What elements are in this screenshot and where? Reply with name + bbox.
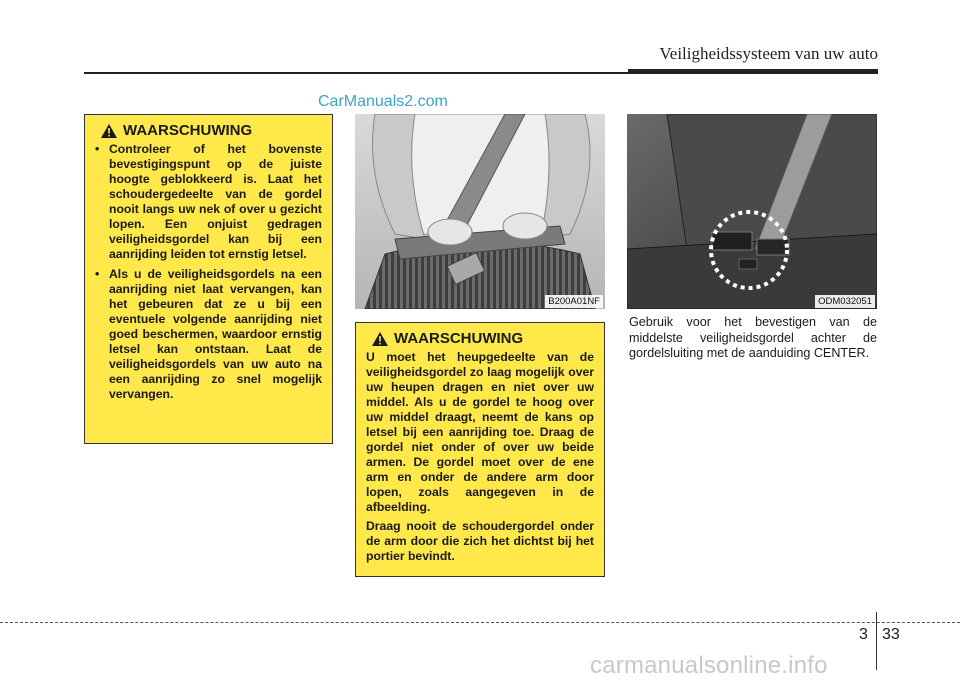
warning-paragraph: Draag nooit de schoudergordel onder de arm door die zich het dichtst bij het portier bevindt. [366, 519, 594, 563]
warning-bullet [95, 142, 322, 262]
bullet-dot: • [95, 267, 100, 281]
figure-center-buckle [627, 114, 877, 309]
lap-belt-illustration [355, 114, 605, 309]
bullet-dot: • [95, 142, 100, 156]
warning-heading-left [101, 123, 322, 138]
warning-bullet-text: Als u de veiligheidsgordels na een aanrijding niet laat vervangen, kan het gebeuren dat ze u bij een eventuele volgende aanrijding niet goed beschermen, waardoor ernstig letsel kan ontstaan. Laat de veiligheidsgordels van uw auto na een aanrijding zo snel mogelijk vervangen. [109, 267, 322, 401]
warning-box-left [84, 114, 333, 444]
warning-bullet-text: Controleer of het bovenste bevestigingspunt op de juiste hoogte geblokkeerd is. Laat het schoudergedeelte van de gordel nooit langs uw nek of over u gezicht lopen. Een onjuist gedragen veiligheidsgordel kan bij een aanrijding leiden tot ernstig letsel. [109, 142, 322, 261]
figure-label-left: B200A01NF [545, 295, 603, 308]
warning-title-center: WAARSCHUWING [394, 330, 524, 347]
warning-paragraph: U moet het heupgedeelte van de veiligheidsgordel zo laag mogelijk over uw heupen dragen en niet over uw middel. Als u de gordel te hoog over uw middel draagt, neemt de kans op letsel bij een aanrijding toe. Draag de gordel niet onder of over uw beide armen. De gordel moet over de ene arm en onder de andere arm door lopen, zoals aangegeven in de afbeelding. [366, 350, 594, 514]
warning-heading-center [372, 331, 594, 346]
chapter-number: 3 [859, 626, 868, 643]
center-buckle-illustration [627, 114, 877, 309]
body-paragraph: Gebruik voor het bevestigen van de middelste veiligheidsgordel achter de gordelsluiting met de aanduiding CENTER. [629, 315, 877, 360]
warning-triangle-icon [101, 124, 117, 138]
watermark-top[interactable]: CarManuals2.com [318, 93, 448, 110]
warning-triangle-icon [372, 332, 388, 346]
figure-lap-belt [355, 114, 605, 309]
header-rule-accent [628, 69, 878, 74]
warning-box-center [355, 322, 605, 577]
page-separator [876, 612, 877, 670]
figure-label-right: ODM032051 [815, 295, 875, 308]
page-number: 33 [882, 626, 900, 643]
warning-bullet [95, 267, 322, 402]
warning-title-left: WAARSCHUWING [123, 122, 253, 139]
watermark-bottom[interactable]: carmanualsonline.info [590, 652, 828, 679]
section-title: Veiligheidssysteem van uw auto [659, 44, 878, 63]
footer-rule [0, 622, 960, 623]
